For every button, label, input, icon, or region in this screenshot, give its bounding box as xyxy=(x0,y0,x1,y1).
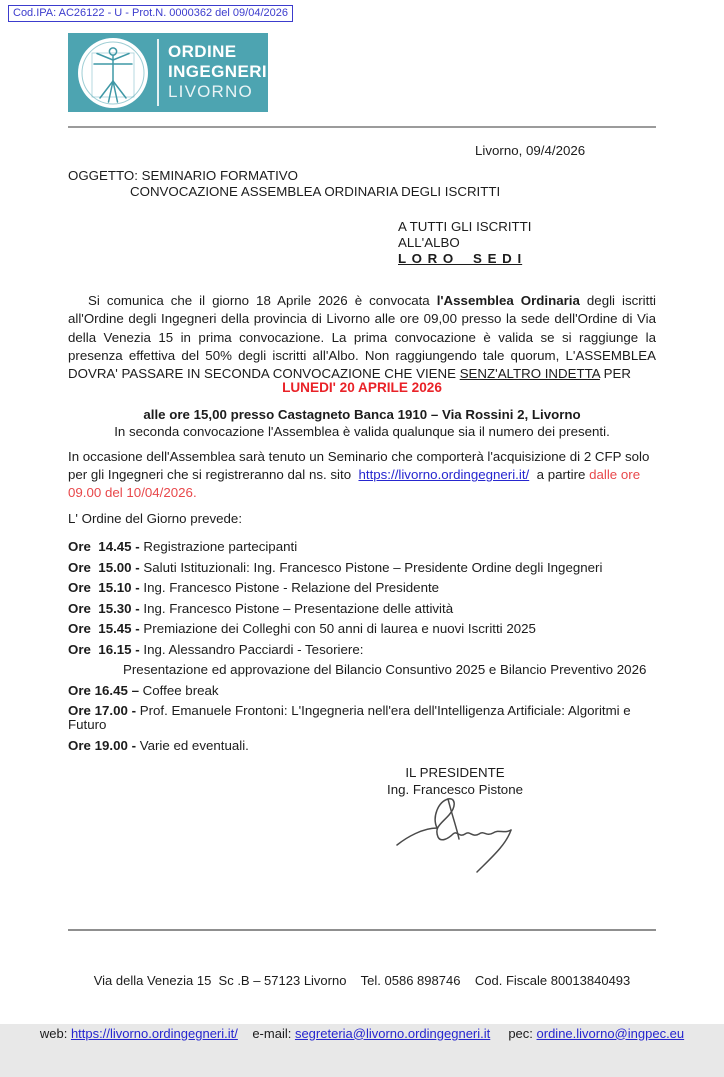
text-segment: l'Assemblea Ordinaria xyxy=(436,293,580,308)
text-segment: web: xyxy=(39,1025,71,1041)
signoff-name: Ing. Francesco Pistone xyxy=(387,781,523,797)
agenda-time: Ore 15.10 - xyxy=(68,580,144,595)
text-segment: a partire xyxy=(529,467,590,483)
agenda-text: Presentazione ed approvazione del Bilancio Consuntivo 2025 e Bilancio Preventivo 2026 xyxy=(123,662,647,677)
footer-contacts-line xyxy=(24,1025,700,1043)
text-segment: e-mail: xyxy=(237,1025,295,1041)
date-heading-red: LUNEDI' 20 APRILE 2026 xyxy=(282,380,442,395)
agenda-text: Varie ed eventuali. xyxy=(139,737,249,753)
ordine-ingegneri-logo xyxy=(68,33,268,112)
handwritten-signature xyxy=(393,793,543,878)
footer-address-line: Via della Venezia 15 Sc .B – 57123 Livorno Tel. 0586 898746 Cod. Fiscale 80013840493 xyxy=(93,973,631,988)
agenda-item-continuation xyxy=(68,663,668,677)
agenda-text: Registrazione partecipanti xyxy=(143,539,298,554)
text-segment: In occasione dell'Assemblea sarà tenuto un Seminario che comporterà l'acquisizione di 2 CFP solo per gli Ingegneri che si registreranno dal ns. sito xyxy=(68,449,654,483)
recipients-block xyxy=(398,219,531,268)
recipients-line-2: ALL'ALBO xyxy=(398,235,460,251)
text-segment: pec: xyxy=(490,1025,537,1041)
agenda-time: Ore 15.00 - xyxy=(68,559,144,575)
subject-line-2: CONVOCAZIONE ASSEMBLEA ORDINARIA DEGLI ISCRITTI xyxy=(130,183,501,199)
seminar-paragraph xyxy=(68,448,660,503)
agenda-item xyxy=(68,643,668,657)
protocol-stamp: Cod.IPA: AC26122 - U - Prot.N. 0000362 del 09/04/2026 xyxy=(8,5,293,22)
logo-line-ingegneri: INGEGNERI xyxy=(168,62,268,81)
text-segment: degli iscritti all'Ordine degli Ingegneri della provincia di Livorno alle ore 09,00 presso la sede dell'Ordine di Via della Venezia 15 in prima convocazione. La prima convocazione è valida se si raggiunge la presenza effettiva del 50% degli iscritti all'Albo. Non raggiungendo tale quorum, L'ASSEMBLEA DOVRA' PASSARE IN SECONDA CONVOCAZIONE CHE VIENE xyxy=(68,293,656,382)
agenda-text: Ing. Francesco Pistone – Presentazione delle attività xyxy=(143,600,454,616)
venue-line: alle ore 15,00 presso Castagneto Banca 1910 – Via Rossini 2, Livorno xyxy=(143,407,581,422)
logo-divider xyxy=(157,39,159,106)
text-segment: Si comunica che il giorno 18 Aprile 2026 è convocata xyxy=(88,293,437,308)
footer-rule xyxy=(68,929,656,931)
logo-line-ordine: ORDINE xyxy=(168,42,237,61)
agenda-item xyxy=(68,704,668,732)
agenda-item xyxy=(68,622,668,636)
agenda-item xyxy=(68,581,668,595)
signoff-role: IL PRESIDENTE xyxy=(405,765,505,780)
place-date: Livorno, 09/4/2026 xyxy=(475,143,586,158)
convocation-paragraph xyxy=(68,292,656,383)
logo-line-livorno: LIVORNO xyxy=(168,82,253,101)
agenda-time: Ore 14.45 - xyxy=(68,539,144,554)
hyperlink[interactable]: ordine.livorno@ingpec.eu xyxy=(536,1025,685,1041)
hyperlink[interactable]: https://livorno.ordingegneri.it/ xyxy=(358,467,530,483)
hyperlink[interactable]: https://livorno.ordingegneri.it/ xyxy=(70,1025,238,1041)
agenda-text: Premiazione dei Colleghi con 50 anni di laurea e nuovi Iscritti 2025 xyxy=(143,621,536,636)
agenda-time: Ore 16.15 - xyxy=(68,641,144,657)
text-segment: PER xyxy=(599,366,631,382)
agenda-time: Ore 16.45 – xyxy=(68,682,143,698)
agenda-text: Prof. Emanuele Frontoni: L'Ingegneria nell'era dell'Intelligenza Artificiale: Algoritmi e Futuro xyxy=(68,703,635,733)
agenda-time: Ore 15.45 - xyxy=(68,621,144,636)
agenda-item xyxy=(68,684,668,698)
agenda-time: Ore 15.30 - xyxy=(68,600,144,616)
logo-wordmark xyxy=(168,42,267,102)
agenda-item xyxy=(68,540,668,554)
letterhead-rule xyxy=(68,126,656,128)
agenda-intro: L' Ordine del Giorno prevede: xyxy=(68,511,243,526)
text-segment: SENZ'ALTRO INDETTA xyxy=(459,366,600,382)
agenda-time: Ore 17.00 - xyxy=(68,703,140,718)
agenda-time: Ore 19.00 - xyxy=(68,737,140,753)
agenda-text: Ing. Francesco Pistone - Relazione del Presidente xyxy=(143,580,440,595)
agenda-text: Saluti Istituzionali: Ing. Francesco Pistone – Presidente Ordine degli Ingegneri xyxy=(143,559,603,575)
agenda-text: Coffee break xyxy=(142,682,219,698)
recipients-line-1: A TUTTI GLI ISCRITTI xyxy=(398,219,532,234)
agenda-list xyxy=(68,540,668,759)
text-segment: dalle ore 09.00 del 10/04/2026. xyxy=(68,467,644,501)
agenda-item xyxy=(68,561,668,575)
hyperlink[interactable]: segreteria@livorno.ordingegneri.it xyxy=(294,1025,491,1041)
agenda-text: Ing. Alessandro Pacciardi - Tesoriere: xyxy=(143,641,364,657)
subject-line-1: OGGETTO: SEMINARIO FORMATIVO xyxy=(68,168,299,183)
agenda-item xyxy=(68,602,668,616)
venue-note: In seconda convocazione l'Assemblea è valida qualunque sia il numero dei presenti. xyxy=(114,424,610,439)
subject-block xyxy=(68,168,500,199)
footer-block xyxy=(24,937,700,1077)
vitruvian-man-icon xyxy=(75,36,153,110)
agenda-item xyxy=(68,739,668,753)
recipients-line-3: L O R O S E D I xyxy=(398,251,523,267)
